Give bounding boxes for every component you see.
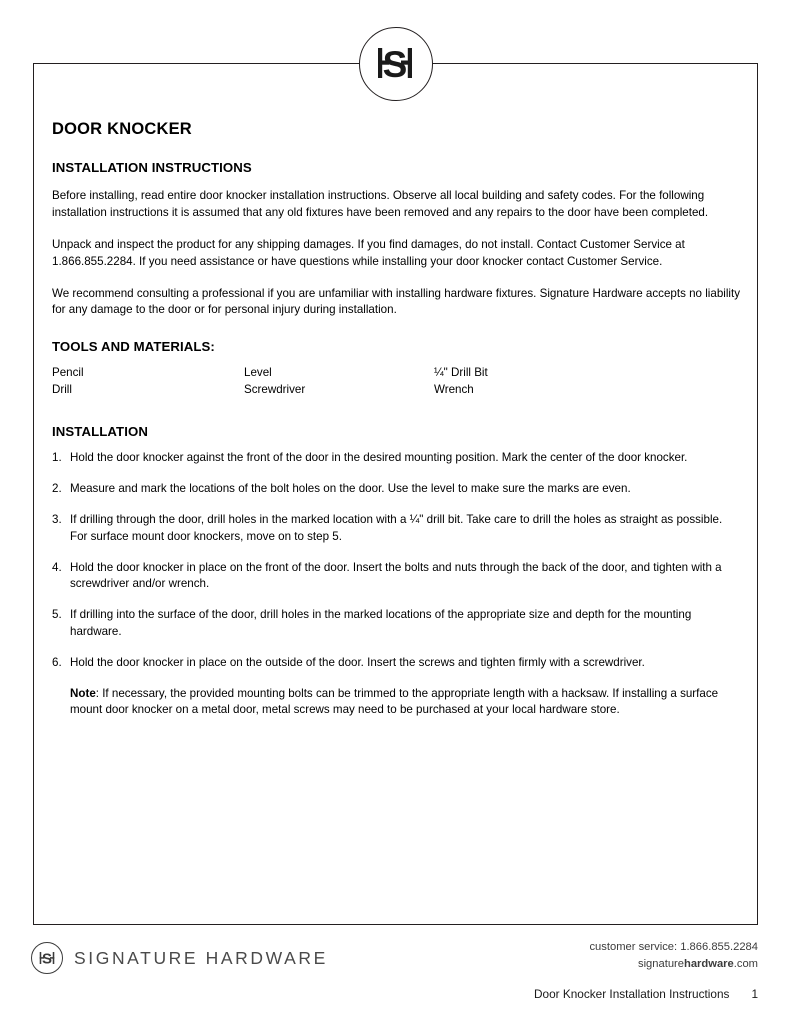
footer-brand [31,942,328,974]
page-title: DOOR KNOCKER [52,120,192,138]
signature-hardware-monogram-icon [31,942,63,974]
website-bold: hardware [684,957,734,970]
footer-document-label: Door Knocker Installation Instructions [534,987,730,1001]
installation-note [52,686,742,720]
list-item [52,560,742,594]
website-suffix: .com [733,957,758,970]
step-number: 6. [52,655,62,669]
note-label: Note [70,686,96,700]
footer-page-line [534,987,758,1001]
list-item [52,450,742,467]
step-number: 4. [52,560,62,574]
section-heading-installation-instructions: INSTALLATION INSTRUCTIONS [52,160,252,176]
list-item [52,655,742,672]
list-item [52,607,742,641]
tools-and-materials-table [52,365,612,398]
step-text: Hold the door knocker against the front of the door in the desired mounting position. Mark the center of the door knocker. [70,451,688,465]
table-row [52,365,612,381]
website-prefix: signature [637,957,684,970]
footer-contact-info [589,939,758,973]
note-text: : If necessary, the provided mounting bolts can be trimmed to the appropriate length with a hacksaw. If installing a surface mount door knocker on a metal door, metal screws may need to be purchased at your local hardware store. [70,686,719,717]
tool-cell: Level [244,366,272,380]
section-heading-tools-and-materials: TOOLS AND MATERIALS: [52,339,215,355]
page-footer [0,925,791,1024]
step-number: 2. [52,482,62,496]
intro-paragraph-2: Unpack and inspect the product for any shipping damages. If you find damages, do not install. Contact Customer Service at 1.866.855.2284. If you need assistance or have questions while installing your door knocker contact Customer Service. [52,237,685,268]
step-text: Hold the door knocker in place on the front of the door. Insert the bolts and nuts through the back of the door, and tighten with a screwdriver and/or wrench. [70,560,722,591]
step-text: If drilling into the surface of the door, drill holes in the marked locations of the appropriate size and depth for the mounting hardware. [70,608,692,638]
svg-text:S: S [41,950,53,968]
list-item [52,512,742,546]
step-number: 5. [52,608,62,622]
installation-steps-list [52,450,742,671]
page-number: 1 [751,987,758,1001]
section-heading-installation: INSTALLATION [52,424,148,440]
step-number: 3. [52,512,62,526]
step-text: Measure and mark the locations of the bolt holes on the door. Use the level to make sure the marks are even. [70,482,631,496]
intro-paragraph-3: We recommend consulting a professional if you are unfamiliar with installing hardware fixtures. Signature Hardware accepts no liability for any damage to the door or for personal injury during installation. [52,286,741,317]
tool-cell: Pencil [52,366,84,380]
intro-paragraph-1: Before installing, read entire door knocker installation instructions. Observe all local building and safety codes. For the following installation instructions it is assumed that any old fixtures have been removed and any repairs to the door have been completed. [52,189,709,220]
signature-hardware-monogram-icon [359,27,433,101]
website-line [589,956,758,973]
tool-cell: ¼" Drill Bit [434,366,488,380]
tool-cell: Wrench [434,382,474,396]
step-text: Hold the door knocker in place on the outside of the door. Insert the screws and tighten firmly with a screwdriver. [70,655,645,669]
footer-brand-name: SIGNATURE HARDWARE [74,947,328,968]
table-row [52,382,612,398]
customer-service-line: customer service: 1.866.855.2284 [589,941,758,953]
list-item [52,481,742,498]
document-body [52,120,742,719]
tool-cell: Drill [52,382,72,396]
svg-text:S: S [382,44,408,85]
step-text: If drilling through the door, drill holes in the marked location with a ¼" drill bit. Take care to drill the holes as straight as possible. For surface mount door knockers, move on to step 5. [70,512,723,543]
tool-cell: Screwdriver [244,382,306,396]
step-number: 1. [52,451,62,465]
